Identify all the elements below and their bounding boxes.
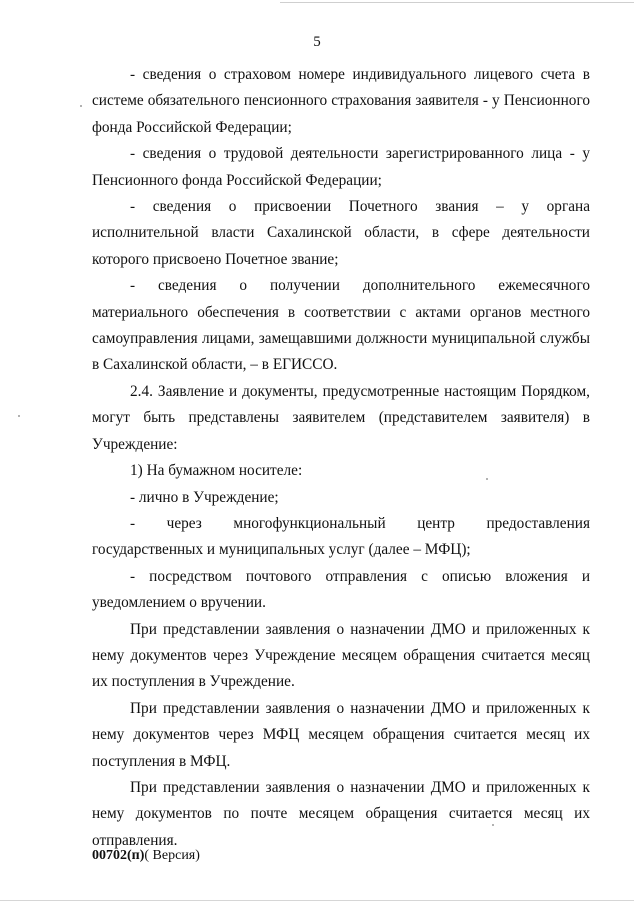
scan-speck — [486, 478, 488, 480]
list-item-paper: 1) На бумажном носителе: — [130, 462, 303, 480]
scan-speck — [18, 415, 20, 417]
paragraph-via-institution: При представлении заявления о назначении ДМО и приложенных к нему документов через Учреждение месяцем обращения считается месяц их поступления в Учреждение. — [92, 620, 590, 691]
scan-speck — [492, 824, 494, 826]
list-item-in-person: - лично в Учреждение; — [130, 488, 279, 506]
list-item-post: - посредством почтового отправления с описью вложения и уведомлением о вручении. — [92, 567, 590, 612]
scan-bottom-edge — [0, 900, 634, 901]
document-footer — [92, 848, 200, 864]
scan-speck — [80, 105, 82, 107]
document-version: ( Версия) — [144, 848, 200, 863]
document-body — [92, 62, 590, 854]
paragraph-via-mfc: При представлении заявления о назначении ДМО и приложенных к нему документов через МФЦ месяцем обращения считается месяц их поступления в МФЦ. — [92, 699, 590, 770]
paragraph-labor-activity: - сведения о трудовой деятельности зарегистрированного лица - у Пенсионного фонда Российской Федерации; — [92, 145, 590, 189]
page-number: 5 — [313, 34, 321, 50]
paragraph-additional-support: - сведения о получении дополнительного ежемесячного материального обеспечения в соответствии с актами органов местного самоуправления лицами, замещавшими должности муниципальной службы в Сахалинской области, – в ЕГИССО. — [92, 277, 590, 374]
document-code: 00702(п) — [92, 848, 145, 863]
scan-top-edge — [280, 2, 634, 3]
list-item-mfc: - через многофункциональный центр предоставления государственных и муниципальных услуг (далее – МФЦ); — [92, 514, 590, 559]
paragraph-section-2-4: 2.4. Заявление и документы, предусмотренные настоящим Порядком, могут быть представлены заявителем (представителем заявителя) в Учреждение: — [92, 382, 590, 453]
paragraph-honorary-title: - сведения о присвоении Почетного звания – у органа исполнительной власти Сахалинской области, в сфере деятельности которого присвоено Почетное звание; — [92, 198, 590, 268]
paragraph-via-post: При представлении заявления о назначении ДМО и приложенных к нему документов по почте месяцем обращения считается месяц их отправления. — [92, 778, 590, 849]
paragraph-insurance-number: - сведения о страховом номере индивидуального лицевого счета в системе обязательного пенсионного страхования заявителя - у Пенсионного фонда Российской Федерации; — [92, 66, 590, 136]
